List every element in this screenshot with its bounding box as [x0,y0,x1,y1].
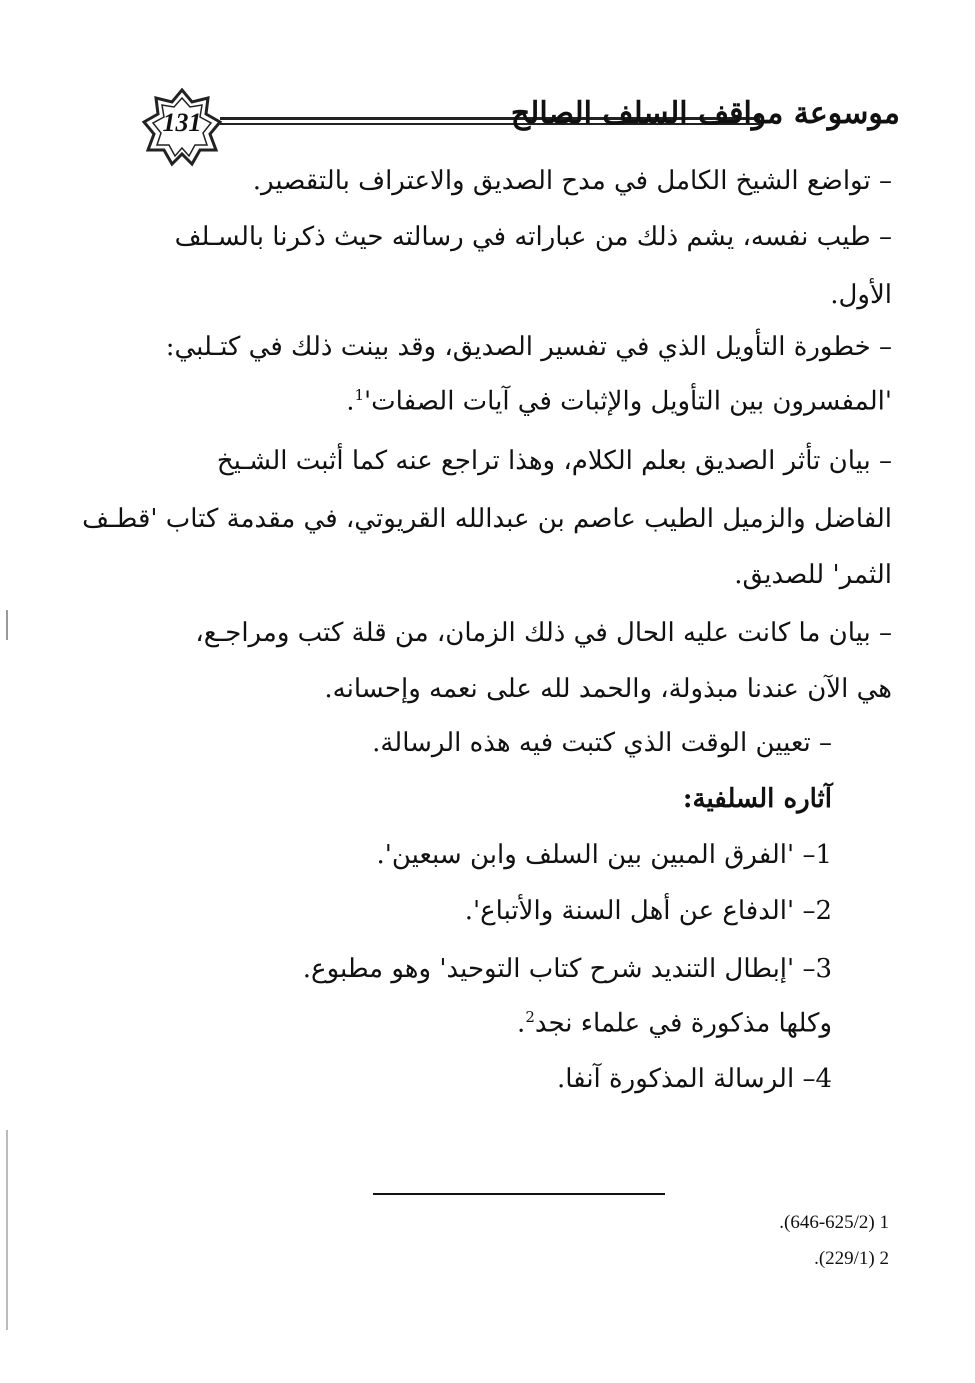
paragraph-line: هي الآن عندنا مبذولة، والحمد لله على نعمه وإحسانه. [324,674,892,704]
paragraph-line: 'المفسرون بين التأويل والإثبات في آيات $الصفات'^1$. [346,386,892,417]
paragraph-line: الفاضل والزميل الطيب عاصم بن عبدالله القريوتي، في مقدمة كتاب 'قطـف [82,504,892,534]
footnote-divider [373,1193,665,1195]
list-item: 4– الرسالة المذكورة آنفا. [556,1064,832,1094]
footnote-ref: 1 [354,386,365,404]
footnote-ref: 2 [525,1008,535,1026]
scan-edge-mark [6,610,8,640]
paragraph-line: – تواضع الشيخ الكامل في مدح الصديق والاعتراف بالتقصير. [252,166,892,196]
page-number-badge [140,88,224,168]
book-title: موسوعة مواقف السلف الصالح [510,96,900,131]
page-header [140,88,900,168]
paragraph-line: الثمر' للصديق. [734,560,892,590]
section-heading: آثاره السلفية: [682,784,832,814]
page-number: 131 [162,108,202,137]
paragraph-line: الأول. [830,280,892,310]
paragraph-line: – بيان ما كانت عليه الحال في ذلك الزمان، من قلة كتب ومراجـع، [195,618,892,648]
list-item: 1– 'الفرق المبين بين السلف وابن سبعين'. [376,840,832,870]
footnote: 1 (646-625/2). [779,1212,889,1233]
footnote: 2 (229/1). [814,1248,889,1269]
paragraph-line: – تعيين الوقت الذي كتبت فيه هذه الرسالة. [372,728,832,758]
paragraph-line: – بيان تأثر الصديق بعلم الكلام، وهذا تراجع عنه كما أثبت الشـيخ [216,446,892,476]
paragraph-line: – خطورة التأويل الذي في تفسير الصديق، وقد بينت ذلك في كتـلبي: [165,332,892,362]
list-item: 3– 'إبطال التنديد شرح كتاب التوحيد' وهو مطبوع. [302,954,832,984]
scan-edge-mark [6,1130,8,1330]
list-item: 2– 'الدفاع عن أهل السنة والأتباع'. [464,896,832,926]
cited-book-title: 'المفسرون بين التأويل والإثبات في آيات الصفات' [364,386,892,417]
list-item: وكلها مذكورة في علماء نجد$^2$. [517,1008,832,1039]
paragraph-line: – طيب نفسه، يشم ذلك من عباراته في رسالته حيث ذكرنا بالسـلف [174,222,892,252]
